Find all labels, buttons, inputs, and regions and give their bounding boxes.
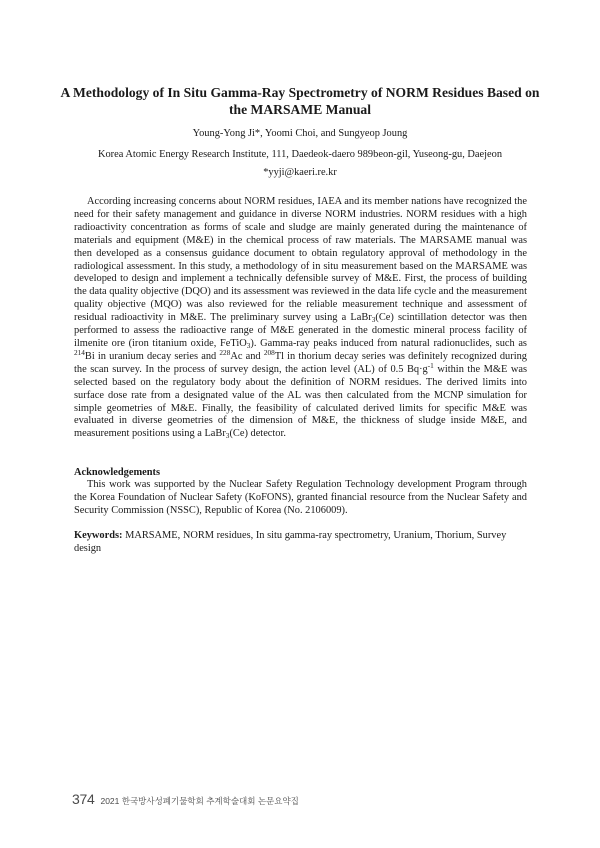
superscript: 228: [219, 348, 231, 357]
page-footer: [72, 791, 299, 809]
abstract-text: Ac and: [230, 350, 264, 362]
abstract-text: (Ce) detector.: [229, 428, 286, 440]
author-list: Young-Yong Ji*, Yoomi Choi, and Sungyeop Joung: [192, 128, 408, 139]
author-affiliation: Korea Atomic Energy Research Institute, 111, Daedeok-daero 989beon-gil, Yuseong-gu, Daejeon: [97, 149, 503, 160]
keywords-text: MARSAME, NORM residues, In situ gamma-ray spectrometry, Uranium, Thorium, Survey design: [74, 530, 507, 554]
proceedings-title: 2021 한국방사성폐기물학회 추계학술대회 논문요약집: [100, 796, 299, 806]
acknowledgements-body: This work was supported by the Nuclear Safety Regulation Technology development Program through the Korea Foundation of Nuclear Safety (KoFONS), granted financial resource from the Nuclear Safety and Security Commission (NSSC), Republic of Korea (No. 2106009).: [74, 479, 527, 516]
superscript: 208: [263, 348, 275, 357]
superscript: -1: [427, 361, 434, 370]
abstract-text: Bi in uranium decay series and: [84, 350, 220, 362]
subscript: 3: [371, 316, 376, 325]
subscript: 3: [225, 432, 230, 441]
abstract-text: According increasing concerns about NORM residues, IAEA and its member nations have recognized the need for their safety management and guidance in diverse NORM industries. NORM residues with a high radioactivity concentration as forms of scale and sludge are mainly generated during the maintenance of materials and equipment (M&E) in the chemical process of raw materials. The MARSAME manual was then developed as a consensus guidance document to obtain regulatory approval of methodology in the radiological assessment. In this study, a methodology of in situ measurement based on the MARSAME was developed to design and implement a technically defensible survey of M&E. First, the process of building the data quality objective (DQO) and its assessment was reviewed in the data life cycle and the measurement quality objective (MQO) was also reviewed for the reliable measurement technique and assessment of residual radioactivity in M&E. The preliminary survey using a LaBr: [74, 196, 527, 324]
corresponding-email: *yyji@kaeri.re.kr: [263, 167, 337, 178]
paper-title: A Methodology of In Situ Gamma-Ray Spectrometry of NORM Residues Based on the MARSAME Manual: [60, 85, 540, 117]
abstract-paragraph: [74, 196, 527, 441]
abstract-text: ). Gamma-ray peaks induced from natural radionuclides, such as: [250, 337, 527, 349]
abstract-text: within the M&E was selected based on the regulatory body about the definition of NORM residues. The derived limits into surface dose rate from a designated value of the AL was then calculated from the MCNP simulation for simple geometries of M&E. Finally, the feasibility of calculated derived limits for specific M&E was evaluated in diverse geometries of the dimension of M&E, the thickness of sludge inside M&E, and measurement positions using a LaBr: [74, 363, 527, 440]
keywords-label: Keywords:: [74, 530, 123, 541]
subscript: 3: [246, 341, 251, 350]
abstract-text: Tl in thorium decay series was definitely recognized during the scan survey. In the process of survey design, the action level (AL) of 0.5 Bq·g: [74, 350, 527, 375]
acknowledgements-heading: Acknowledgements: [74, 467, 161, 478]
keywords-line: [74, 529, 527, 555]
abstract-text: (Ce) scintillation detector was then performed to assess the radioactive range of M&E generated in the domestic mineral process facility of ilmenite ore (iron titanium oxide, FeTiO: [74, 312, 527, 349]
page-number: 374: [72, 791, 95, 807]
superscript: 214: [74, 348, 85, 357]
